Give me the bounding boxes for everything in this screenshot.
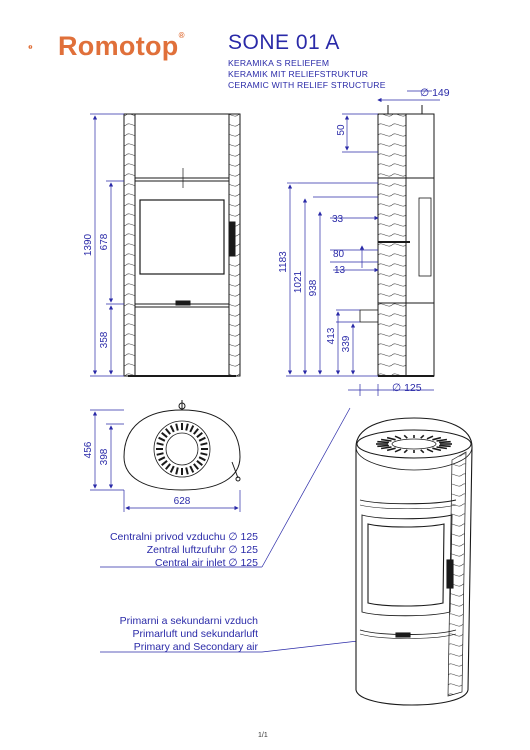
side-view [360,105,434,376]
subtitle-de: KERAMIK MIT RELIEFSTRUKTUR [228,69,369,79]
front-door-glass [140,200,224,274]
front-door-handle [229,222,235,256]
vent-slot [377,442,389,443]
page-number: 1/1 [258,732,268,739]
vent-slot [162,461,167,465]
top-dimension-lines [90,410,240,512]
vent-slot [157,443,164,445]
vent-slot [194,464,198,469]
dim-air-diameter: ∅ 125 [392,382,422,394]
vent-slot [176,424,178,431]
primary-air-label-cz: Primarni a sekundarni vzduch [119,615,258,627]
subtitle-cz: KERAMIKA S RELIEFEM [228,58,330,68]
dim-456: 456 [83,441,94,459]
central-air-label-de: Zentral luftzufuhr ∅ 125 [146,544,258,556]
top-vent-slots [156,423,208,475]
dim-1021: 1021 [293,270,304,294]
vent-slot [166,429,170,434]
side-dimension-lines [286,91,440,396]
top-oval [124,410,240,490]
dim-413: 413 [326,327,337,345]
dim-358: 358 [99,331,110,349]
dim-339: 339 [341,335,352,353]
dim-938: 938 [308,279,319,297]
dim-1183: 1183 [278,251,289,273]
top-view [124,400,240,490]
dim-50: 50 [336,124,347,136]
vent-slot [439,442,451,443]
vent-slot [194,429,198,434]
dim-1390: 1390 [83,233,94,257]
brand-name: Romotop® [58,31,185,61]
vent-slot [190,466,193,472]
vent-slot [197,433,202,437]
vent-slot [157,453,164,455]
dim-13: 13 [334,265,346,276]
vent-slot [377,446,389,447]
vent-slot [199,457,205,460]
primary-air-label-en: Primary and Secondary air [133,641,258,653]
vent-slot [190,426,193,432]
front-left-ceramic [124,114,135,376]
central-air-label-cz: Centralni privod vzduchu ∅ 125 [109,531,258,543]
primary-air-label-de: Primarluft und sekundarluft [132,628,258,640]
central-air-leader [262,408,350,567]
vent-slot [197,461,202,465]
dim-flue-diameter: ∅ 149 [420,87,450,99]
vent-slot [186,468,188,475]
dim-678: 678 [99,233,110,251]
dim-80: 80 [333,249,345,260]
vent-slot [201,453,208,455]
model-title: SONE 01 A [228,31,340,54]
vent-slot [176,468,178,475]
vent-slot [201,443,208,445]
vent-slot [199,438,205,441]
dim-33: 33 [332,214,344,225]
vent-slot [166,464,170,469]
central-air-label-en: Central air inlet ∅ 125 [154,557,258,569]
perspective-view [356,418,472,705]
front-body-outline [124,114,240,376]
subtitle-en: CERAMIC WITH RELIEF STRUCTURE [228,80,386,90]
dim-398: 398 [99,448,110,466]
dim-628: 628 [173,496,191,507]
front-view [124,114,240,376]
vent-slot [186,424,188,431]
vent-slot [171,426,174,432]
vent-slot [171,466,174,472]
vent-slot [439,446,451,447]
vent-slot [159,457,165,460]
vent-slot [162,433,167,437]
vent-slot [159,438,165,441]
